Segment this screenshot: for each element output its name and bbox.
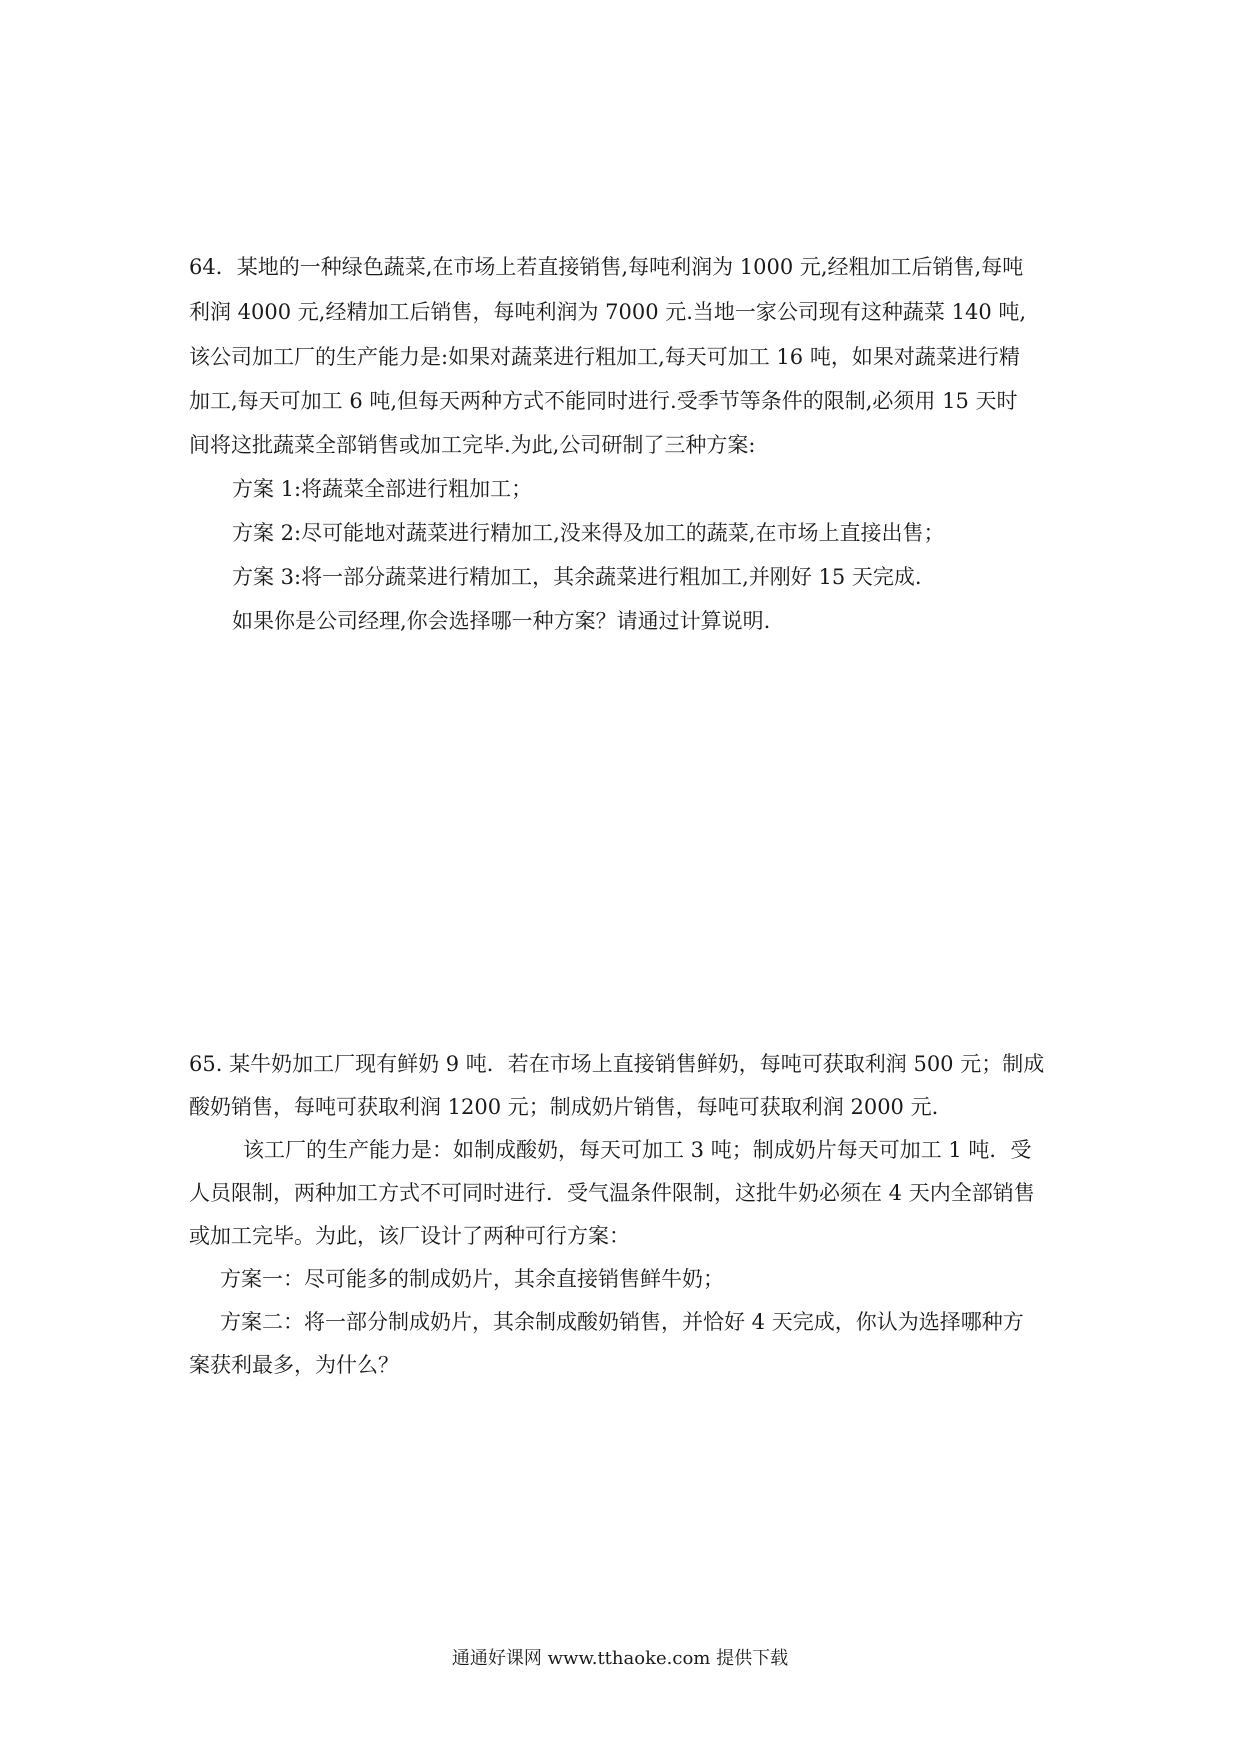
problem-64-line: 加工,每天可加工 6 吨,但每天两种方式不能同时进行.受季节等条件的限制,必须用 15 天时 — [189, 389, 1018, 413]
problem-64-line: 间将这批蔬菜全部销售或加工完毕.为此,公司研制了三种方案: — [189, 433, 756, 457]
plan-one: 方案一：尽可能多的制成奶片，其余直接销售鲜牛奶； — [220, 1267, 724, 1291]
problem-65-line: 该工厂的生产能力是：如制成酸奶，每天可加工 3 吨；制成奶片每天可加工 1 吨．受 — [243, 1138, 1032, 1162]
problem-64-line: 利润 4000 元,经精加工后销售，每吨利润为 7000 元.当地一家公司现有这种蔬菜 140 吨, — [189, 300, 1027, 324]
problem-65-line: 案获利最多，为什么？ — [189, 1353, 399, 1377]
problem-65-line: 人员限制，两种加工方式不可同时进行．受气温条件限制，这批牛奶必须在 4 天内全部销售 — [189, 1181, 1035, 1205]
plan-two: 方案二：将一部分制成奶片，其余制成酸奶销售，并恰好 4 天完成，你认为选择哪种方 — [220, 1310, 1024, 1334]
plan-3: 方案 3:将一部分蔬菜进行精加工，其余蔬菜进行粗加工,并刚好 15 天完成. — [232, 565, 922, 589]
problem-65-line: 65. 某牛奶加工厂现有鲜奶 9 吨．若在市场上直接销售鲜奶，每吨可获取利润 500 元；制成 — [189, 1052, 1045, 1076]
problem-64-line: 64．某地的一种绿色蔬菜,在市场上若直接销售,每吨利润为 1000 元,经粗加工后销售,每吨 — [189, 255, 1024, 279]
plan-2: 方案 2:尽可能地对蔬菜进行精加工,没来得及加工的蔬菜,在市场上直接出售； — [232, 521, 945, 545]
plan-1: 方案 1:将蔬菜全部进行粗加工； — [232, 477, 533, 501]
problem-65-line: 或加工完毕。为此，该厂设计了两种可行方案： — [189, 1224, 630, 1248]
question: 如果你是公司经理,你会选择哪一种方案？请通过计算说明. — [232, 609, 771, 633]
problem-64-line: 该公司加工厂的生产能力是:如果对蔬菜进行粗加工,每天可加工 16 吨，如果对蔬菜进行精 — [189, 345, 1020, 369]
problem-65-line: 酸奶销售，每吨可获取利润 1200 元；制成奶片销售，每吨可获取利润 2000 元. — [189, 1095, 939, 1119]
footer-credit: 通通好课网 www.tthaoke.com 提供下载 — [451, 1648, 789, 1669]
